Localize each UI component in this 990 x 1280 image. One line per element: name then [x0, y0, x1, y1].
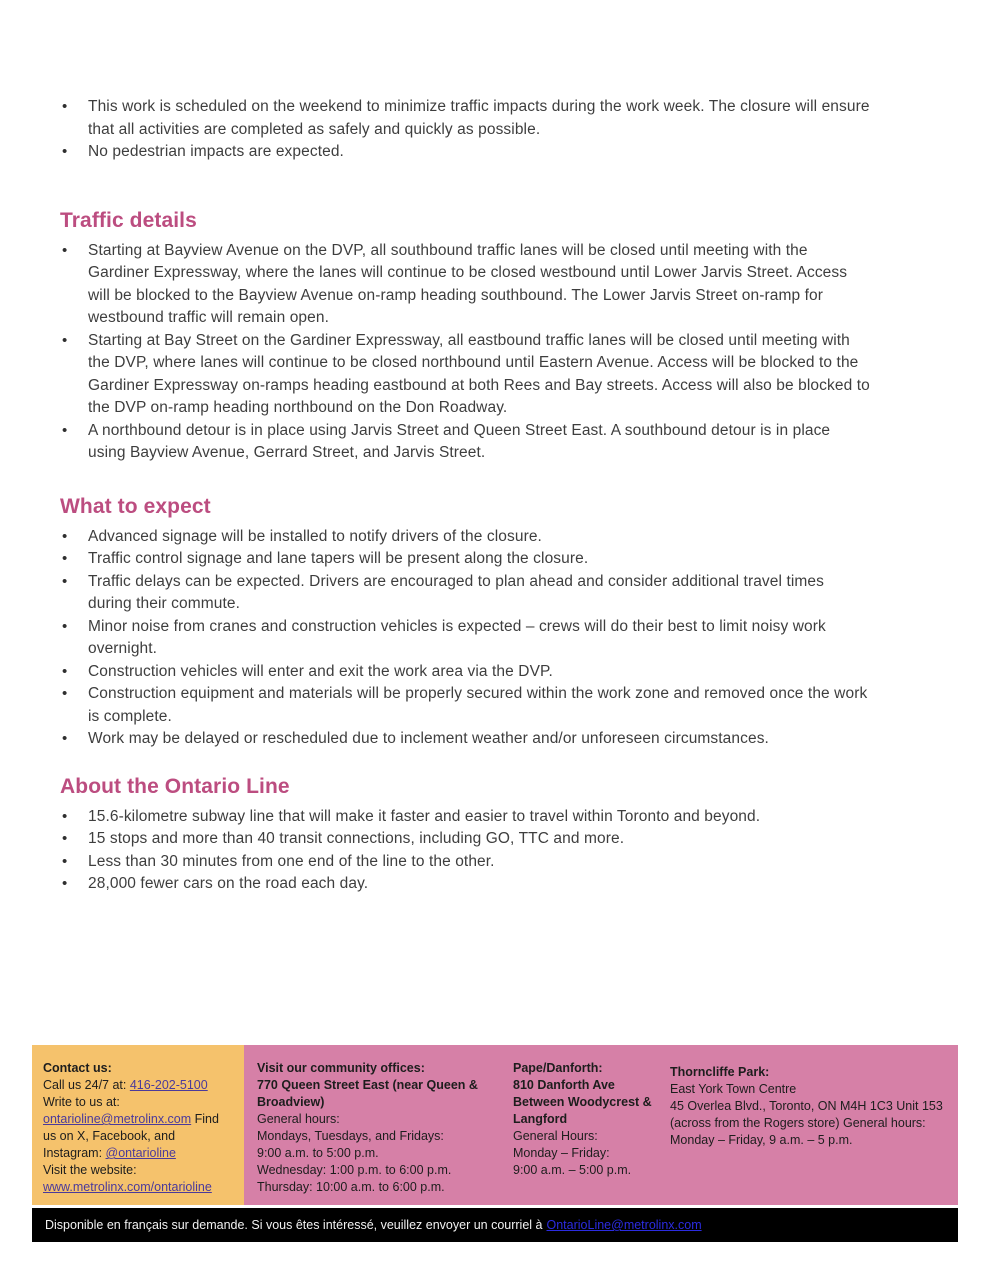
bullet-item: • Less than 30 minutes from one end of the line to the other. [60, 851, 870, 874]
contact-title: Contact us: [43, 1061, 112, 1075]
document-body [60, 96, 900, 896]
bullet-item: • Work may be delayed or rescheduled due to inclement weather and/or unforeseen circumstances. [60, 728, 870, 751]
email-link[interactable]: ontarioline@metrolinx.com [43, 1112, 192, 1126]
intro-bullet-list [60, 96, 900, 164]
bullet-item: • A northbound detour is in place using Jarvis Street and Queen Street East. A southbound detour is in place using Bayview Avenue, Gerrard Street, and Jarvis Street. [60, 420, 870, 465]
contact-social-text: Find us on X, Facebook, and Instagram: [43, 1112, 219, 1160]
pape-hours-days: Monday – Friday: [513, 1146, 610, 1160]
bullet-item: • Starting at Bay Street on the Gardiner Expressway, all eastbound traffic lanes will be closed until meeting with the DVP, where lanes will continue to be closed northbound until Eastern Avenue. Access will be blocked to the Gardiner Expressway on-ramps heading eastbound at both Rees and Bay streets. Access will also be blocked to the DVP on-ramp heading northbound on the Don Roadway. [60, 330, 870, 420]
social-handle-link[interactable]: @ontarioline [105, 1146, 176, 1160]
contact-box [32, 1045, 244, 1205]
offices-hours-time: 9:00 a.m. to 5:00 p.m. [257, 1146, 379, 1160]
pape-address: 810 Danforth Ave Between Woodycrest & Langford [513, 1078, 652, 1126]
heading-traffic-details: Traffic details [60, 208, 197, 232]
contact-write-line [43, 1094, 235, 1162]
bullet-item: • Advanced signage will be installed to notify drivers of the closure. [60, 526, 870, 549]
expect-bullet-list [60, 526, 900, 751]
contact-website-line [43, 1162, 235, 1196]
offices-address: 770 Queen Street East (near Queen & Broadview) [257, 1078, 478, 1109]
thorncliffe-address: 45 Overlea Blvd., Toronto, ON M4H 1C3 Unit 153 (across from the Rogers store) General hours: [670, 1099, 943, 1130]
bullet-item: • Traffic delays can be expected. Drivers are encouraged to plan ahead and consider additional travel times during their commute. [60, 571, 870, 616]
offices-title: Visit our community offices: [257, 1061, 425, 1075]
pape-hours-time: 9:00 a.m. – 5:00 p.m. [513, 1163, 632, 1177]
office-pape-danforth-column [513, 1060, 653, 1195]
community-offices-box [244, 1045, 958, 1205]
website-link[interactable]: www.metrolinx.com/ontarioline [43, 1180, 212, 1194]
phone-link[interactable]: 416-202-5100 [129, 1078, 208, 1092]
bullet-item: • 15 stops and more than 40 transit connections, including GO, TTC and more. [60, 828, 870, 851]
offices-hours-label: General hours: [257, 1112, 340, 1126]
bullet-item: • No pedestrian impacts are expected. [60, 141, 870, 164]
french-notice-bar [32, 1208, 958, 1242]
heading-about-ontario-line: About the Ontario Line [60, 774, 290, 798]
heading-what-to-expect: What to expect [60, 494, 211, 518]
bullet-item: • Minor noise from cranes and construction vehicles is expected – crews will do their best to limit noisy work overnight. [60, 616, 870, 661]
offices-hours-days: Mondays, Tuesdays, and Fridays: [257, 1129, 444, 1143]
pape-title: Pape/Danforth: [513, 1061, 603, 1075]
traffic-bullet-list [60, 240, 900, 465]
thorncliffe-title: Thorncliffe Park: [670, 1065, 770, 1079]
bullet-item: • Traffic control signage and lane tapers will be present along the closure. [60, 548, 870, 571]
thorncliffe-centre: East York Town Centre [670, 1082, 797, 1096]
bullet-item: • 28,000 fewer cars on the road each day. [60, 873, 870, 896]
offices-hours-thursday: Thursday: 10:00 a.m. to 6:00 p.m. [257, 1180, 445, 1194]
footer-boxes [32, 1045, 958, 1205]
pape-hours-label: General Hours: [513, 1129, 598, 1143]
french-notice-text: Disponible en français sur demande. Si vous êtes intéressé, veuillez envoyer un courriel à [45, 1218, 543, 1232]
bullet-item: • This work is scheduled on the weekend to minimize traffic impacts during the work week. The closure will ensure that all activities are completed as safely and quickly as possible. [60, 96, 870, 141]
office-queen-street-column [257, 1060, 489, 1195]
bullet-item: • 15.6-kilometre subway line that will make it faster and easier to travel within Toronto and beyond. [60, 806, 870, 829]
contact-write-prefix: Write to us at: [43, 1095, 120, 1109]
bullet-item: • Construction equipment and materials will be properly secured within the work zone and removed once the work is complete. [60, 683, 870, 728]
office-thorncliffe-column [670, 1060, 958, 1195]
offices-hours-wednesday: Wednesday: 1:00 p.m. to 6:00 p.m. [257, 1163, 452, 1177]
contact-call-prefix: Call us 24/7 at: [43, 1078, 130, 1092]
contact-phone-line [43, 1077, 235, 1094]
about-bullet-list [60, 806, 900, 896]
bullet-item: • Construction vehicles will enter and exit the work area via the DVP. [60, 661, 870, 684]
french-email-link[interactable]: OntarioLine@metrolinx.com [546, 1218, 702, 1232]
thorncliffe-hours: Monday – Friday, 9 a.m. – 5 p.m. [670, 1133, 853, 1147]
footer [32, 1045, 958, 1242]
contact-website-prefix: Visit the website: [43, 1163, 137, 1177]
bullet-item: • Starting at Bayview Avenue on the DVP, all southbound traffic lanes will be closed until meeting with the Gardiner Expressway, where the lanes will continue to be closed westbound until Lower Jarvis Street. Access will be blocked to the Bayview Avenue on-ramp heading southbound. The Lower Jarvis Street on-ramp for westbound traffic will remain open. [60, 240, 870, 330]
